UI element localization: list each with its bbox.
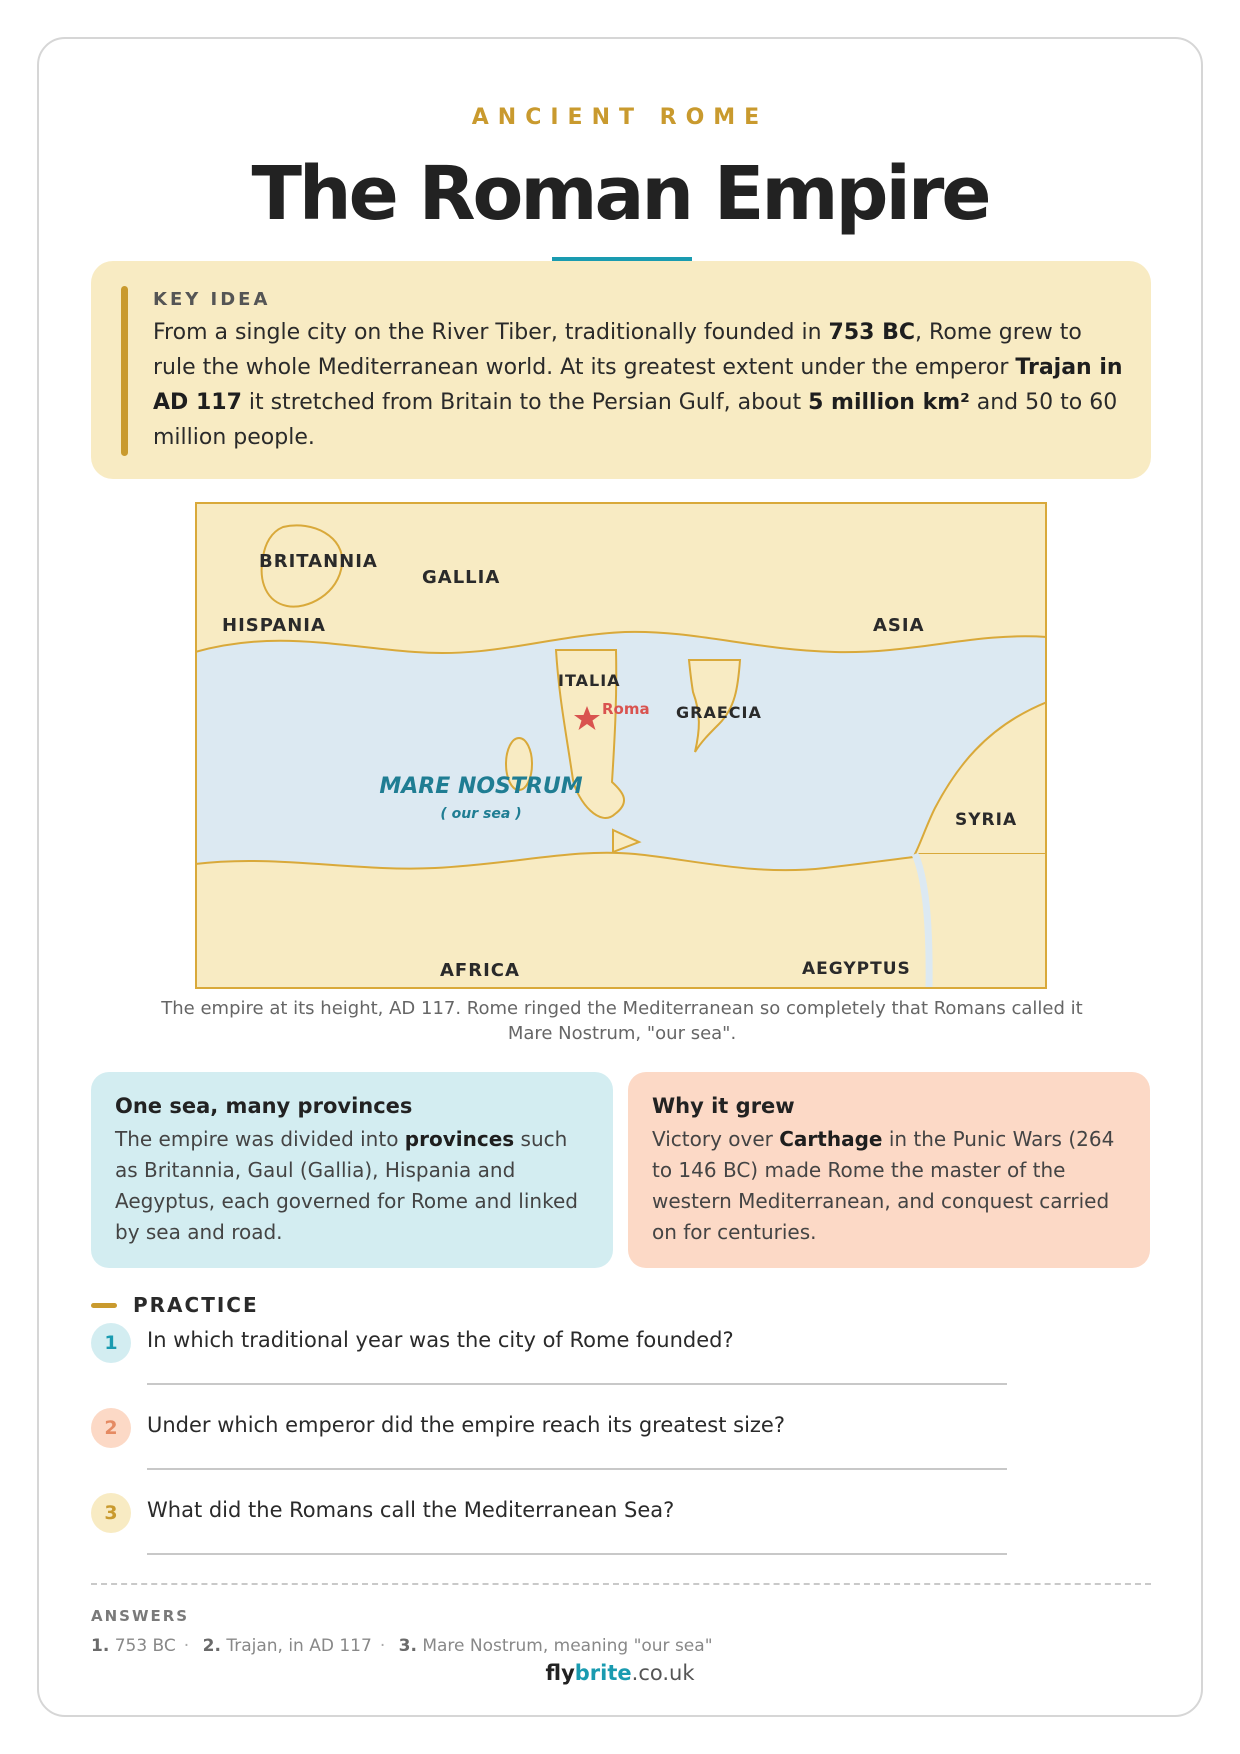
body-text: From a single city on the River Tiber, traditionally founded in [153, 320, 829, 345]
sea-name: MARE NOSTRUM [379, 774, 583, 799]
emphasis-text: provinces [404, 1127, 515, 1151]
body-text: The empire was divided into [115, 1127, 405, 1151]
answers-label: ANSWERS [91, 1607, 190, 1625]
answer-separator: · [183, 1636, 190, 1656]
provinces-card [91, 1072, 613, 1268]
body-text: it stretched from Britain to the Persian Gulf, about [241, 390, 809, 415]
question-text: What did the Romans call the Mediterranean Sea? [147, 1498, 675, 1522]
key-idea-label: KEY IDEA [153, 289, 271, 310]
answer-text: Mare Nostrum, meaning "our sea" [422, 1636, 713, 1656]
answer-line-2[interactable] [147, 1468, 1007, 1470]
question-text: Under which emperor did the empire reach its greatest size? [147, 1413, 785, 1437]
question-number: 3 [91, 1493, 131, 1533]
answer-number: 1. [91, 1636, 110, 1656]
label-syria: SYRIA [955, 810, 1018, 830]
label-britannia: BRITANNIA [259, 551, 378, 572]
answer-text: Trajan, in AD 117 [226, 1636, 372, 1656]
provinces-card-text [115, 1124, 589, 1248]
growth-card-text [652, 1124, 1126, 1248]
body-text: such as Britannia, Gaul (Gallia), Hispania and Aegyptus, each governed for Rome and linked by sea and road. [115, 1127, 578, 1244]
key-idea-accent-bar [121, 286, 128, 456]
growth-card [628, 1072, 1150, 1268]
empire-map-svg [195, 502, 1047, 989]
eyebrow: ANCIENT ROME [471, 105, 769, 130]
worksheet-page [37, 37, 1203, 1717]
emphasis-text: 753 BC [828, 320, 916, 345]
label-aegyptus: AEGYPTUS [802, 959, 911, 979]
emphasis-text: Trajan in AD 117 [153, 355, 1123, 415]
question-2 [91, 1408, 1051, 1452]
map-caption: The empire at its height, AD 117. Rome ringed the Mediterranean so completely that Romans called it Mare Nostrum, "our sea". [161, 998, 1083, 1044]
emphasis-text: Carthage [779, 1127, 883, 1151]
body-text: , Rome grew to rule the whole Mediterranean world. At its greatest extent under the emperor [153, 320, 1082, 380]
growth-card-title: Why it grew [652, 1094, 795, 1118]
sea-subtitle: ( our sea ) [440, 806, 522, 822]
question-1 [91, 1323, 1051, 1367]
label-asia: ASIA [873, 615, 925, 636]
label-hispania: HISPANIA [222, 615, 326, 636]
emphasis-text: 5 million km² [808, 390, 970, 415]
key-idea-text [153, 315, 1123, 455]
practice-heading [91, 1290, 259, 1320]
label-graecia: GRAECIA [676, 703, 762, 722]
answer-number: 2. [202, 1636, 221, 1656]
provinces-card-title: One sea, many provinces [115, 1094, 413, 1118]
label-gallia: GALLIA [422, 567, 501, 588]
question-number: 1 [91, 1323, 131, 1363]
label-africa: AFRICA [440, 960, 520, 981]
question-3 [91, 1493, 1051, 1537]
label-roma: Roma [602, 700, 650, 718]
body-text: Victory over [652, 1127, 780, 1151]
question-number: 2 [91, 1408, 131, 1448]
label-italia: ITALIA [558, 671, 621, 690]
question-text: In which traditional year was the city of Rome founded? [147, 1328, 734, 1352]
answer-number: 3. [398, 1636, 417, 1656]
answers-list [91, 1636, 713, 1656]
answer-text: 753 BC [114, 1636, 176, 1656]
answers-divider [91, 1583, 1151, 1585]
body-text: in the Punic Wars (264 to 146 BC) made Rome the master of the western Mediterranean, and conquest carried on for centuries. [652, 1127, 1115, 1244]
practice-dash [91, 1303, 117, 1308]
key-idea-box [91, 261, 1151, 479]
brand-part-domain: .co.uk [631, 1661, 695, 1685]
body-text: and 50 to 60 million people. [153, 390, 1118, 450]
eastern-land-fill [917, 854, 1047, 989]
answer-line-1[interactable] [147, 1383, 1007, 1385]
brand-part-fly: fly [545, 1661, 575, 1685]
page-title: The Roman Empire [251, 151, 989, 237]
practice-label: PRACTICE [133, 1293, 259, 1317]
answer-separator: · [379, 1636, 386, 1656]
brand-logo [39, 1661, 1201, 1685]
answer-line-3[interactable] [147, 1553, 1007, 1555]
brand-part-brite: brite [574, 1661, 632, 1685]
empire-map [195, 502, 1047, 989]
